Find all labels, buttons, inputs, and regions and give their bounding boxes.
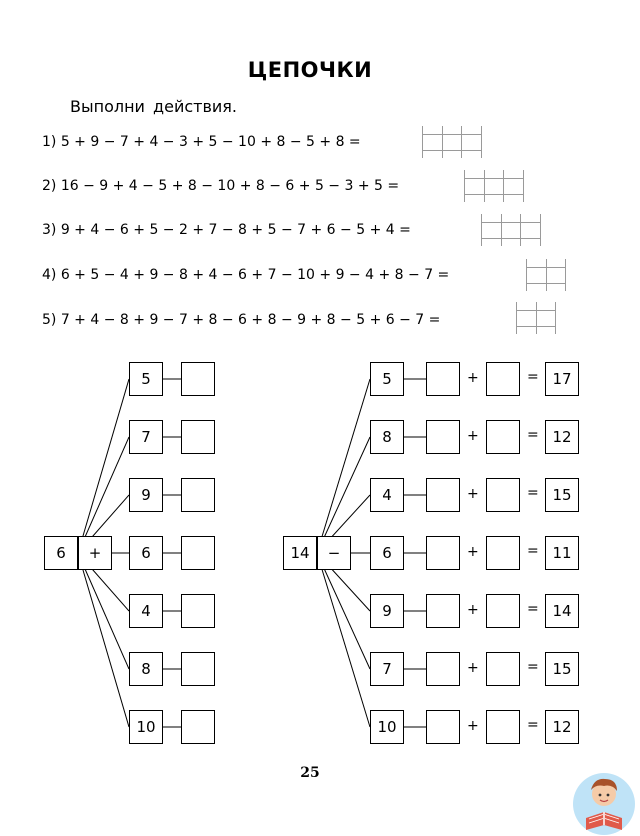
right-difference-box[interactable] (426, 420, 460, 454)
right-tree-base: 14 (283, 536, 317, 570)
right-addend-box[interactable] (486, 478, 520, 512)
right-result-box: 15 (545, 652, 579, 686)
equals-sign: = (527, 543, 539, 559)
plus-sign: + (467, 544, 479, 560)
right-difference-box[interactable] (426, 362, 460, 396)
chain-3-expression: 9 + 4 − 6 + 5 − 2 + 7 − 8 + 5 − 7 + 6 − 5 + 4 = (60, 222, 411, 238)
right-operand-box: 10 (370, 710, 404, 744)
right-addend-box[interactable] (486, 594, 520, 628)
right-result-box: 11 (545, 536, 579, 570)
plus-sign: + (467, 660, 479, 676)
left-answer-box[interactable] (181, 710, 215, 744)
right-operand-box: 4 (370, 478, 404, 512)
left-operand-box: 9 (129, 478, 163, 512)
chain-3-label: 3) (42, 222, 57, 238)
right-result-box: 12 (545, 710, 579, 744)
plus-sign: + (467, 718, 479, 734)
plus-sign: + (467, 370, 479, 386)
left-operand-box: 6 (129, 536, 163, 570)
plus-sign: + (467, 602, 479, 618)
right-operand-box: 8 (370, 420, 404, 454)
right-addend-box[interactable] (486, 710, 520, 744)
right-difference-box[interactable] (426, 478, 460, 512)
right-result-box: 17 (545, 362, 579, 396)
right-addend-box[interactable] (486, 420, 520, 454)
right-difference-box[interactable] (426, 536, 460, 570)
right-result-box: 14 (545, 594, 579, 628)
chain-4-label: 4) (42, 267, 57, 283)
instruction-text: Выполни действия. (70, 97, 237, 116)
left-operand-box: 4 (129, 594, 163, 628)
right-addend-box[interactable] (486, 652, 520, 686)
left-operand-box: 8 (129, 652, 163, 686)
right-result-box: 12 (545, 420, 579, 454)
equals-sign: = (527, 717, 539, 733)
left-tree-operator: + (78, 536, 112, 570)
left-answer-box[interactable] (181, 420, 215, 454)
right-operand-box: 6 (370, 536, 404, 570)
chain-2-expression: 16 − 9 + 4 − 5 + 8 − 10 + 8 − 6 + 5 − 3 + 5 = (60, 178, 400, 194)
left-answer-box[interactable] (181, 362, 215, 396)
left-answer-box[interactable] (181, 536, 215, 570)
left-answer-box[interactable] (181, 652, 215, 686)
right-difference-box[interactable] (426, 594, 460, 628)
left-answer-box[interactable] (181, 478, 215, 512)
chain-5-expression: 7 + 4 − 8 + 9 − 7 + 8 − 6 + 8 − 9 + 8 − 5 + 6 − 7 = (60, 312, 441, 328)
left-operand-box: 5 (129, 362, 163, 396)
reading-child-logo-icon (572, 768, 636, 836)
right-tree-operator: − (317, 536, 351, 570)
left-answer-box[interactable] (181, 594, 215, 628)
chain-5-label: 5) (42, 312, 57, 328)
equals-sign: = (527, 601, 539, 617)
right-addend-box[interactable] (486, 362, 520, 396)
left-tree-base: 6 (44, 536, 78, 570)
right-difference-box[interactable] (426, 710, 460, 744)
right-operand-box: 5 (370, 362, 404, 396)
right-operand-box: 7 (370, 652, 404, 686)
chain-2-label: 2) (42, 178, 57, 194)
equals-sign: = (527, 659, 539, 675)
page-title: ЦЕПОЧКИ (247, 58, 373, 82)
plus-sign: + (467, 486, 479, 502)
right-addend-box[interactable] (486, 536, 520, 570)
left-operand-box: 10 (129, 710, 163, 744)
left-operand-box: 7 (129, 420, 163, 454)
right-difference-box[interactable] (426, 652, 460, 686)
page-number: 25 (300, 765, 320, 781)
chain-1-label: 1) (42, 134, 57, 150)
right-operand-box: 9 (370, 594, 404, 628)
equals-sign: = (527, 369, 539, 385)
chain-1-expression: 5 + 9 − 7 + 4 − 3 + 5 − 10 + 8 − 5 + 8 = (60, 134, 361, 150)
plus-sign: + (467, 428, 479, 444)
equals-sign: = (527, 427, 539, 443)
chain-4-expression: 6 + 5 − 4 + 9 − 8 + 4 − 6 + 7 − 10 + 9 − 4 + 8 − 7 = (60, 267, 450, 283)
right-result-box: 15 (545, 478, 579, 512)
equals-sign: = (527, 485, 539, 501)
